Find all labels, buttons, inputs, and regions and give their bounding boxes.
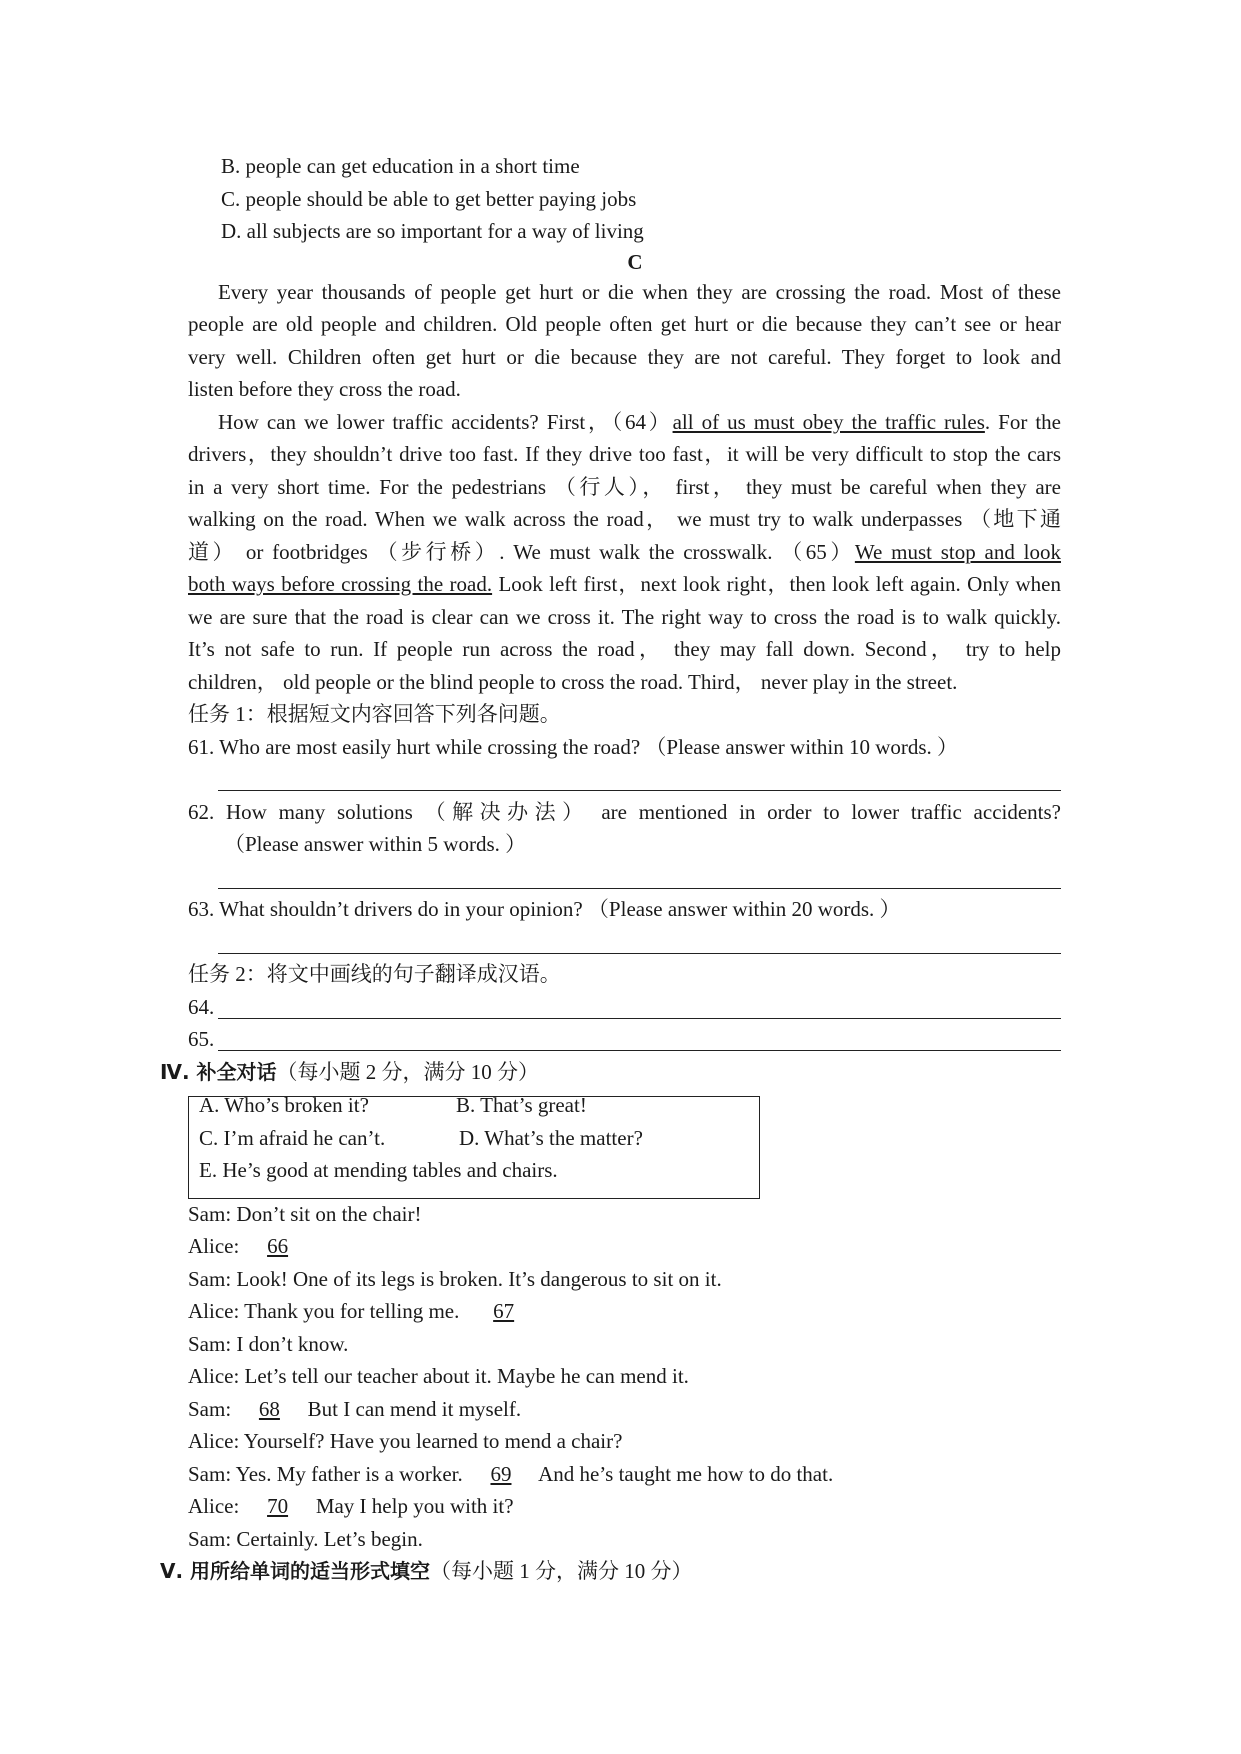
dialogue-line-10: Alice: 70 May I help you with it? [188, 1494, 514, 1518]
box-option-a: A. Who’s broken it? [199, 1093, 369, 1117]
dialogue-line-2: Alice: 66 [188, 1232, 311, 1260]
passage-p2-line6: both ways before crossing the road. Look left first，next look right，then look left again. Only when [188, 572, 1061, 596]
question-62-line1: 62. How many solutions （解决办法） are mentioned in order to lower traffic accidents? [188, 800, 1061, 824]
box-option-e: E. He’s good at mending tables and chairs. [199, 1158, 558, 1182]
answer-line-61[interactable] [218, 790, 1061, 791]
box-option-d: D. What’s the matter? [459, 1126, 643, 1150]
passage-c-label: C [627, 250, 643, 274]
question-61: 61. Who are most easily hurt while crossing the road? （Please answer within 10 words. ） [188, 735, 959, 759]
task2-instruction: 任务 2：将文中画线的句子翻译成汉语。 [188, 962, 561, 986]
passage-p2-line3: in a very short time. For the pedestrians （行人）， first， they must be careful when they are [188, 475, 1061, 499]
passage-p1-line4: listen before they cross the road. [188, 377, 461, 401]
passage-p2-line2: drivers，they shouldn’t drive too fast. If they drive too fast，it will be very difficult to stop the cars [188, 442, 1061, 466]
blank-70[interactable]: 70 [267, 1494, 289, 1518]
option-b: B. people can get education in a short time [221, 154, 580, 178]
passage-p2-line7: we are sure that the road is clear can we cross it. The right way to cross the road is to walk quickly. [188, 605, 1061, 629]
option-d: D. all subjects are so important for a way of living [221, 219, 644, 243]
passage-p2-line4: walking on the road. When we walk across the road， we must try to walk underpasses （地下通 [188, 507, 1061, 531]
option-c: C. people should be able to get better paying jobs [221, 187, 637, 211]
dialogue-line-7: Sam: 68 But I can mend it myself. [188, 1397, 522, 1421]
passage-p2-line8: It’s not safe to run. If people run across the road， they may fall down. Second， try to help [188, 637, 1061, 661]
box-option-c: C. I’m afraid he can’t. [199, 1126, 386, 1150]
answer-line-64[interactable] [218, 1018, 1061, 1019]
dialogue-line-9: Sam: Yes. My father is a worker. 69 And he’s taught me how to do that. [188, 1462, 834, 1486]
dialogue-line-5: Sam: I don’t know. [188, 1332, 349, 1356]
dialogue-line-6: Alice: Let’s tell our teacher about it. Maybe he can mend it. [188, 1364, 689, 1388]
blank-67[interactable]: 67 [493, 1299, 515, 1323]
box-option-b: B. That’s great! [456, 1093, 587, 1117]
blank-68[interactable]: 68 [258, 1397, 280, 1421]
passage-p2-line1: How can we lower traffic accidents? First，（64）all of us must obey the traffic rules. For the [218, 410, 1061, 434]
question-64-label: 64. [188, 995, 215, 1019]
task1-instruction: 任务 1：根据短文内容回答下列各问题。 [188, 702, 561, 726]
underlined-sentence-64: all of us must obey the traffic rules [672, 410, 985, 434]
dialogue-line-3: Sam: Look! One of its legs is broken. It’s dangerous to sit on it. [188, 1267, 722, 1291]
passage-p2-line5: 道） or footbridges （步行桥）. We must walk the crosswalk. （65）We must stop and look [188, 540, 1061, 564]
underlined-sentence-65: We must stop and look [854, 540, 1061, 564]
answer-line-65[interactable] [218, 1050, 1061, 1051]
blank-66[interactable]: 66 [267, 1234, 289, 1258]
passage-p2-line9: children， old people or the blind people to cross the road. Third， never play in the street. [188, 670, 958, 694]
passage-p1-line2: people are old people and children. Old people often get hurt or die because they can’t see or hear [188, 312, 1061, 336]
answer-line-62[interactable] [218, 888, 1061, 889]
dialogue-line-4: Alice: Thank you for telling me. 67 [188, 1297, 543, 1325]
passage-p1-line3: very well. Children often get hurt or die because they are not careful. They forget to look and [188, 345, 1061, 369]
dialogue-line-11: Sam: Certainly. Let’s begin. [188, 1527, 423, 1551]
dialogue-line-1: Sam: Don’t sit on the chair! [188, 1202, 422, 1226]
section-4-heading: Ⅳ. 补全对话（每小题 2 分，满分 10 分） [160, 1060, 540, 1084]
question-63: 63. What shouldn’t drivers do in your opinion? （Please answer within 20 words. ） [188, 897, 901, 921]
dialogue-line-8: Alice: Yourself? Have you learned to mend a chair? [188, 1429, 623, 1453]
question-62-line2: （Please answer within 5 words. ） [224, 832, 527, 856]
underlined-sentence-65-cont: both ways before crossing the road. [188, 572, 493, 596]
passage-p1-line1: Every year thousands of people get hurt or die when they are crossing the road. Most of these [218, 280, 1061, 304]
section-5-heading: Ⅴ. 用所给单词的适当形式填空（每小题 1 分，满分 10 分） [160, 1559, 693, 1583]
question-65-label: 65. [188, 1027, 215, 1051]
answer-line-63[interactable] [218, 953, 1061, 954]
blank-69[interactable]: 69 [490, 1462, 512, 1486]
